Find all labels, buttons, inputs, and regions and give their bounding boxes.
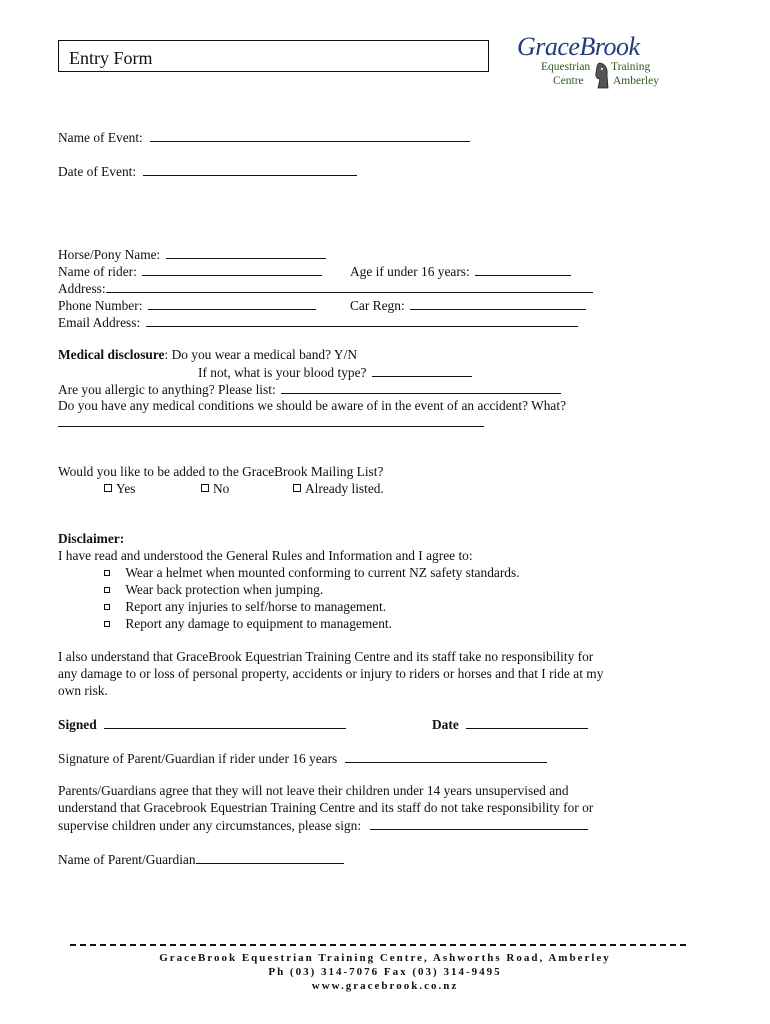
guardian-signature-field[interactable] bbox=[58, 750, 547, 767]
address-field[interactable] bbox=[58, 280, 593, 297]
signed-line[interactable] bbox=[104, 716, 346, 729]
conditions-field[interactable] bbox=[58, 414, 484, 431]
checkbox-icon[interactable] bbox=[293, 484, 301, 492]
email-field[interactable] bbox=[58, 314, 578, 331]
mailing-option-no[interactable] bbox=[201, 481, 229, 497]
address-line[interactable] bbox=[106, 280, 593, 293]
blood-type-label: If not, what is your blood type? bbox=[198, 365, 367, 380]
date-label: Date bbox=[432, 717, 459, 732]
event-name-line[interactable] bbox=[150, 129, 470, 142]
horse-head-icon bbox=[593, 61, 611, 91]
logo-wordmark: GraceBrook bbox=[517, 32, 640, 61]
mailing-option-listed-label: Already listed. bbox=[305, 481, 384, 496]
car-regn-line[interactable] bbox=[410, 297, 586, 310]
responsibility-line-3: own risk. bbox=[58, 683, 108, 698]
responsibility-line-1: I also understand that GraceBrook Equestrian Training Centre and its staff take no responsibility for bbox=[58, 649, 594, 664]
footer-phone: Ph (03) 314-7076 Fax (03) 314-9495 bbox=[268, 966, 502, 978]
allergy-label: Are you allergic to anything? Please list: bbox=[58, 382, 276, 397]
footer-address: GraceBrook Equestrian Training Centre, Ashworths Road, Amberley bbox=[159, 952, 611, 964]
guardian-name-field[interactable] bbox=[58, 851, 344, 868]
medical-heading: Medical disclosure bbox=[58, 347, 165, 362]
horse-name-label: Horse/Pony Name: bbox=[58, 247, 161, 262]
conditions-line[interactable] bbox=[58, 414, 484, 427]
email-label: Email Address: bbox=[58, 315, 141, 330]
disclaimer-heading: Disclaimer: bbox=[58, 531, 125, 546]
guardian-sign-line[interactable] bbox=[370, 817, 588, 830]
signed-field[interactable] bbox=[58, 716, 346, 733]
event-date-field[interactable] bbox=[58, 163, 357, 180]
disclaimer-item bbox=[104, 565, 520, 581]
email-line[interactable] bbox=[146, 314, 578, 327]
date-line[interactable] bbox=[466, 716, 588, 729]
rider-name-line[interactable] bbox=[142, 263, 322, 276]
bullet-box-icon bbox=[104, 621, 110, 627]
age-line[interactable] bbox=[475, 263, 571, 276]
disclaimer-item-text: Report any injuries to self/horse to management. bbox=[125, 599, 387, 614]
signed-label: Signed bbox=[58, 717, 97, 732]
medical-band-question: : Do you wear a medical band? Y/N bbox=[164, 347, 357, 362]
address-label: Address: bbox=[58, 281, 106, 296]
guardian-para-line-3: supervise children under any circumstances, please sign: bbox=[58, 818, 362, 833]
car-regn-label: Car Regn: bbox=[350, 298, 405, 313]
disclaimer-item bbox=[104, 599, 386, 615]
disclaimer-item-text: Wear a helmet when mounted conforming to current NZ safety standards. bbox=[125, 565, 520, 580]
responsibility-line-2: any damage to or loss of personal property, accidents or injury to riders or horses and that I ride at my bbox=[58, 666, 604, 681]
event-date-line[interactable] bbox=[143, 163, 357, 176]
phone-field[interactable] bbox=[58, 297, 316, 314]
blood-type-field[interactable] bbox=[198, 364, 472, 381]
conditions-question: Do you have any medical conditions we should be aware of in the event of an accident? What? bbox=[58, 398, 567, 413]
title-box bbox=[58, 40, 489, 72]
disclaimer-item-text: Wear back protection when jumping. bbox=[125, 582, 324, 597]
date-field[interactable] bbox=[432, 716, 588, 733]
event-name-label: Name of Event: bbox=[58, 130, 143, 145]
allergy-line[interactable] bbox=[281, 381, 561, 394]
car-regn-field[interactable] bbox=[350, 297, 586, 314]
checkbox-icon[interactable] bbox=[104, 484, 112, 492]
mailing-option-yes-label: Yes bbox=[116, 481, 136, 496]
guardian-sign-field[interactable] bbox=[58, 817, 588, 834]
event-date-label: Date of Event: bbox=[58, 164, 137, 179]
phone-label: Phone Number: bbox=[58, 298, 143, 313]
horse-name-line[interactable] bbox=[166, 246, 326, 259]
age-field[interactable] bbox=[350, 263, 571, 280]
age-label: Age if under 16 years: bbox=[350, 264, 470, 279]
medical-band-row bbox=[58, 347, 357, 363]
disclaimer-item bbox=[104, 582, 323, 598]
bullet-box-icon bbox=[104, 570, 110, 576]
footer-divider bbox=[70, 944, 686, 946]
logo-line2-right: Amberley bbox=[613, 75, 659, 87]
bullet-box-icon bbox=[104, 587, 110, 593]
footer-website[interactable]: www.gracebrook.co.nz bbox=[311, 980, 459, 992]
logo bbox=[515, 33, 675, 108]
logo-line1-right: Training bbox=[611, 61, 651, 73]
guardian-para-line-2: understand that Gracebrook Equestrian Training Centre and its staff do not take responsibility for or bbox=[58, 800, 594, 815]
guardian-para-line-1: Parents/Guardians agree that they will not leave their children under 14 years unsupervised and bbox=[58, 783, 569, 798]
disclaimer-item-text: Report any damage to equipment to management. bbox=[125, 616, 392, 631]
page-title: Entry Form bbox=[69, 48, 153, 68]
logo-line1-left: Equestrian bbox=[541, 61, 591, 73]
rider-name-label: Name of rider: bbox=[58, 264, 137, 279]
mailing-option-listed[interactable] bbox=[293, 481, 384, 497]
mailing-question: Would you like to be added to the GraceBrook Mailing List? bbox=[58, 464, 384, 479]
guardian-signature-line[interactable] bbox=[345, 750, 547, 763]
blood-type-line[interactable] bbox=[372, 364, 472, 377]
guardian-name-label: Name of Parent/Guardian bbox=[58, 852, 196, 867]
checkbox-icon[interactable] bbox=[201, 484, 209, 492]
bullet-box-icon bbox=[104, 604, 110, 610]
phone-line[interactable] bbox=[148, 297, 316, 310]
horse-name-field[interactable] bbox=[58, 246, 326, 263]
logo-line2-left: Centre bbox=[553, 75, 584, 87]
mailing-option-yes[interactable] bbox=[104, 481, 135, 497]
mailing-option-no-label: No bbox=[213, 481, 230, 496]
guardian-name-line[interactable] bbox=[196, 851, 344, 864]
event-name-field[interactable] bbox=[58, 129, 470, 146]
guardian-signature-label: Signature of Parent/Guardian if rider under 16 years bbox=[58, 751, 338, 766]
disclaimer-intro: I have read and understood the General Rules and Information and I agree to: bbox=[58, 548, 473, 563]
rider-name-field[interactable] bbox=[58, 263, 322, 280]
disclaimer-item bbox=[104, 616, 392, 632]
allergy-field[interactable] bbox=[58, 381, 561, 398]
